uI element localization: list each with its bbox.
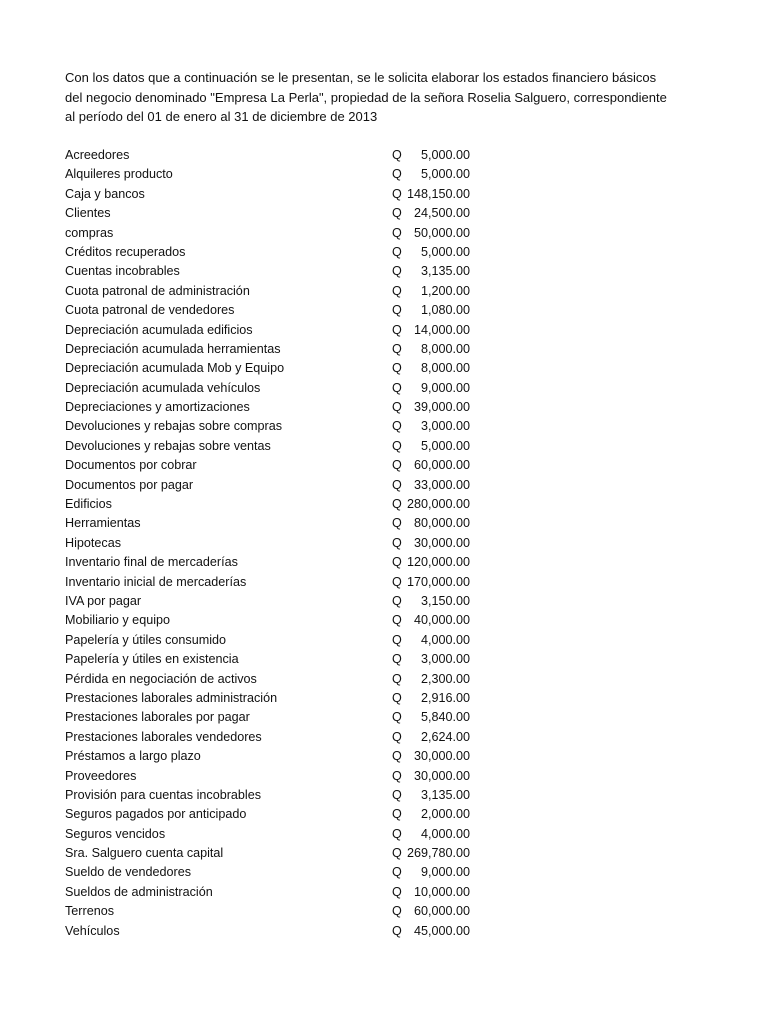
currency-symbol: Q <box>392 787 402 802</box>
account-amount: 280,000.00 <box>406 497 470 512</box>
account-amount: 2,000.00 <box>420 807 470 822</box>
account-name: Depreciación acumulada vehículos <box>65 380 261 395</box>
account-row <box>65 282 485 301</box>
currency-symbol: Q <box>392 555 402 570</box>
account-amount: 33,000.00 <box>413 477 470 492</box>
account-row <box>65 301 485 320</box>
currency-symbol: Q <box>392 613 402 628</box>
account-amount: 2,916.00 <box>420 690 470 705</box>
account-amount: 4,000.00 <box>420 826 470 841</box>
currency-symbol: Q <box>392 303 402 318</box>
currency-symbol: Q <box>392 671 402 686</box>
account-row <box>65 146 485 165</box>
account-amount: 50,000.00 <box>413 225 470 240</box>
currency-symbol: Q <box>392 477 402 492</box>
account-row <box>65 573 485 592</box>
account-name: Sueldos de administración <box>65 884 213 899</box>
account-name: Sueldo de vendedores <box>65 865 192 880</box>
account-amount: 60,000.00 <box>413 904 470 919</box>
account-name: Depreciaciones y amortizaciones <box>65 400 250 415</box>
account-row <box>65 321 485 340</box>
account-amount: 3,135.00 <box>420 787 470 802</box>
account-name: Prestaciones laborales por pagar <box>65 710 250 725</box>
account-row <box>65 767 485 786</box>
account-amount: 2,300.00 <box>420 671 470 686</box>
account-name: Documentos por pagar <box>65 477 194 492</box>
account-name: Depreciación acumulada Mob y Equipo <box>65 361 285 376</box>
account-row <box>65 340 485 359</box>
currency-symbol: Q <box>392 361 402 376</box>
account-amount: 8,000.00 <box>420 341 470 356</box>
account-name: Sra. Salguero cuenta capital <box>65 846 224 861</box>
account-name: Devoluciones y rebajas sobre ventas <box>65 438 271 453</box>
account-name: Papelería y útiles consumido <box>65 632 227 647</box>
account-amount: 9,000.00 <box>420 380 470 395</box>
account-name: Cuota patronal de vendedores <box>65 303 235 318</box>
account-amount: 80,000.00 <box>413 516 470 531</box>
account-row <box>65 786 485 805</box>
account-amount: 40,000.00 <box>413 613 470 628</box>
account-row <box>65 650 485 669</box>
currency-symbol: Q <box>392 186 402 201</box>
account-row <box>65 514 485 533</box>
account-row <box>65 825 485 844</box>
account-amount: 30,000.00 <box>413 768 470 783</box>
account-row <box>65 863 485 882</box>
accounts-list <box>65 146 485 941</box>
currency-symbol: Q <box>392 206 402 221</box>
currency-symbol: Q <box>392 865 402 880</box>
currency-symbol: Q <box>392 322 402 337</box>
account-name: Herramientas <box>65 516 141 531</box>
currency-symbol: Q <box>392 710 402 725</box>
account-row <box>65 611 485 630</box>
account-amount: 5,840.00 <box>420 710 470 725</box>
currency-symbol: Q <box>392 690 402 705</box>
account-amount: 170,000.00 <box>406 574 470 589</box>
currency-symbol: Q <box>392 807 402 822</box>
account-name: Alquileres producto <box>65 167 173 182</box>
account-row <box>65 844 485 863</box>
account-amount: 1,080.00 <box>420 303 470 318</box>
instructions-line: del negocio denominado "Empresa La Perla", propiedad de la señora Roselia Salguero, correspondiente <box>65 89 667 105</box>
currency-symbol: Q <box>392 283 402 298</box>
account-name: Créditos recuperados <box>65 244 186 259</box>
account-amount: 9,000.00 <box>420 865 470 880</box>
account-name: IVA por pagar <box>65 593 142 608</box>
currency-symbol: Q <box>392 593 402 608</box>
account-amount: 5,000.00 <box>420 167 470 182</box>
account-row <box>65 495 485 514</box>
currency-symbol: Q <box>392 167 402 182</box>
account-row <box>65 670 485 689</box>
account-name: Pérdida en negociación de activos <box>65 671 257 686</box>
account-name: Prestaciones laborales administración <box>65 690 278 705</box>
account-name: Hipotecas <box>65 535 122 550</box>
currency-symbol: Q <box>392 729 402 744</box>
account-name: Préstamos a largo plazo <box>65 749 201 764</box>
currency-symbol: Q <box>392 574 402 589</box>
currency-symbol: Q <box>392 904 402 919</box>
account-row <box>65 379 485 398</box>
account-name: Seguros pagados por anticipado <box>65 807 247 822</box>
currency-symbol: Q <box>392 826 402 841</box>
account-amount: 10,000.00 <box>413 884 470 899</box>
account-row <box>65 747 485 766</box>
account-row <box>65 728 485 747</box>
currency-symbol: Q <box>392 497 402 512</box>
account-amount: 5,000.00 <box>420 148 470 162</box>
currency-symbol: Q <box>392 419 402 434</box>
account-name: Mobiliario y equipo <box>65 613 171 628</box>
account-amount: 3,150.00 <box>420 593 470 608</box>
account-name: Depreciación acumulada herramientas <box>65 341 281 356</box>
account-name: Edificios <box>65 497 112 512</box>
account-name: Prestaciones laborales vendedores <box>65 729 262 744</box>
account-amount: 5,000.00 <box>420 438 470 453</box>
currency-symbol: Q <box>392 400 402 415</box>
account-amount: 3,000.00 <box>420 652 470 667</box>
currency-symbol: Q <box>392 632 402 647</box>
account-row <box>65 805 485 824</box>
account-name: Inventario final de mercaderías <box>65 555 238 570</box>
currency-symbol: Q <box>392 652 402 667</box>
account-row <box>65 534 485 553</box>
account-amount: 148,150.00 <box>406 186 470 201</box>
account-row <box>65 417 485 436</box>
account-name: compras <box>65 225 114 240</box>
account-name: Documentos por cobrar <box>65 458 197 473</box>
account-row <box>65 708 485 727</box>
account-name: Inventario inicial de mercaderías <box>65 574 247 589</box>
currency-symbol: Q <box>392 923 402 938</box>
instructions-paragraph <box>65 68 705 127</box>
account-row <box>65 165 485 184</box>
account-row <box>65 243 485 262</box>
account-row <box>65 437 485 456</box>
currency-symbol: Q <box>392 749 402 764</box>
account-row <box>65 224 485 243</box>
account-name: Acreedores <box>65 148 130 162</box>
currency-symbol: Q <box>392 380 402 395</box>
currency-symbol: Q <box>392 516 402 531</box>
account-row <box>65 689 485 708</box>
currency-symbol: Q <box>392 884 402 899</box>
account-name: Cuentas incobrables <box>65 264 180 279</box>
account-name: Seguros vencidos <box>65 826 166 841</box>
account-amount: 8,000.00 <box>420 361 470 376</box>
account-row <box>65 204 485 223</box>
account-row <box>65 922 485 941</box>
account-amount: 269,780.00 <box>406 846 470 861</box>
account-row <box>65 553 485 572</box>
currency-symbol: Q <box>392 768 402 783</box>
currency-symbol: Q <box>392 535 402 550</box>
currency-symbol: Q <box>392 341 402 356</box>
account-name: Depreciación acumulada edificios <box>65 322 253 337</box>
account-amount: 39,000.00 <box>413 400 470 415</box>
currency-symbol: Q <box>392 264 402 279</box>
account-amount: 30,000.00 <box>413 749 470 764</box>
currency-symbol: Q <box>392 225 402 240</box>
account-row <box>65 902 485 921</box>
currency-symbol: Q <box>392 438 402 453</box>
account-row <box>65 398 485 417</box>
account-name: Caja y bancos <box>65 186 145 201</box>
account-name: Clientes <box>65 206 111 221</box>
account-name: Papelería y útiles en existencia <box>65 652 239 667</box>
account-name: Vehículos <box>65 923 120 938</box>
account-amount: 30,000.00 <box>413 535 470 550</box>
currency-symbol: Q <box>392 148 402 162</box>
account-amount: 3,135.00 <box>420 264 470 279</box>
account-row <box>65 476 485 495</box>
account-amount: 60,000.00 <box>413 458 470 473</box>
currency-symbol: Q <box>392 458 402 473</box>
account-amount: 5,000.00 <box>420 244 470 259</box>
account-name: Cuota patronal de administración <box>65 283 250 298</box>
account-amount: 2,624.00 <box>420 729 470 744</box>
account-amount: 45,000.00 <box>413 923 470 938</box>
account-name: Provisión para cuentas incobrables <box>65 787 262 802</box>
account-row <box>65 185 485 204</box>
currency-symbol: Q <box>392 244 402 259</box>
currency-symbol: Q <box>392 846 402 861</box>
instructions-line: al período del 01 de enero al 31 de diciembre de 2013 <box>65 109 378 124</box>
account-amount: 3,000.00 <box>420 419 470 434</box>
account-row <box>65 883 485 902</box>
account-row <box>65 592 485 611</box>
account-amount: 14,000.00 <box>413 322 470 337</box>
instructions-line: Con los datos que a continuación se le presentan, se le solicita elaborar los estados financiero básicos <box>65 70 657 85</box>
account-amount: 4,000.00 <box>420 632 470 647</box>
account-amount: 1,200.00 <box>420 283 470 298</box>
account-name: Proveedores <box>65 768 137 783</box>
account-row <box>65 262 485 281</box>
account-row <box>65 631 485 650</box>
account-name: Devoluciones y rebajas sobre compras <box>65 419 282 434</box>
account-amount: 120,000.00 <box>406 555 470 570</box>
account-row <box>65 456 485 475</box>
account-row <box>65 359 485 378</box>
account-name: Terrenos <box>65 904 114 919</box>
account-amount: 24,500.00 <box>413 206 470 221</box>
